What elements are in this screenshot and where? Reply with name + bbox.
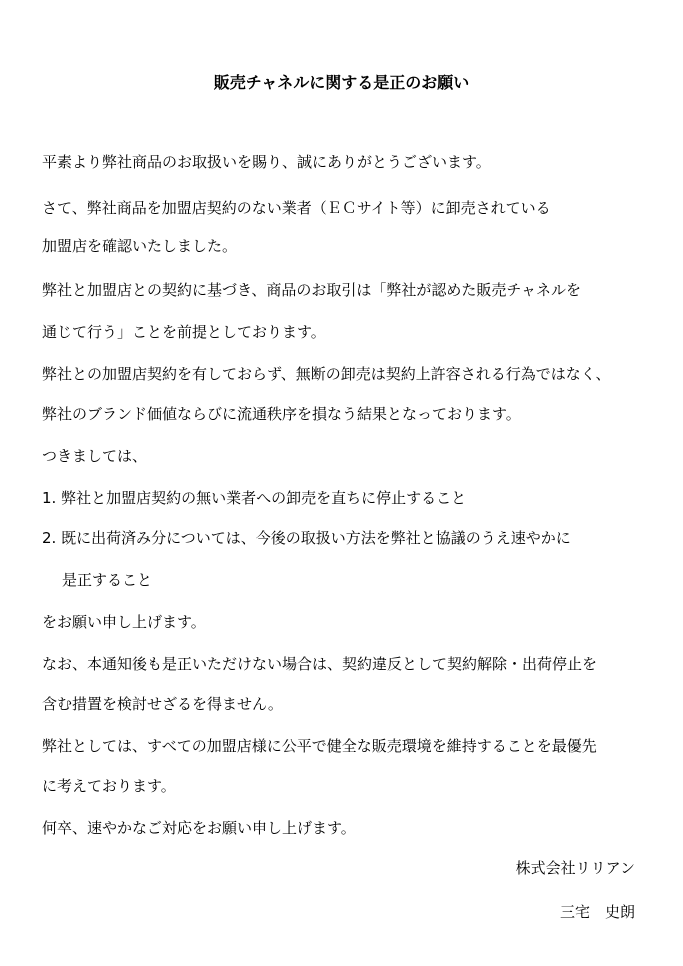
body-line-14: 含む措置を検討せざるを得ません。 [42, 695, 283, 713]
signature-name: 三宅 史朗 [559, 903, 635, 921]
list-item-2: 2. 既に出荷済み分については、今後の取扱い方法を弊社と協議のうえ速やかに [42, 529, 571, 547]
document-title: 販売チャネルに関する是正のお願い [213, 73, 470, 92]
list-item-1: 1. 弊社と加盟店契約の無い業者への卸売を直ちに停止すること [42, 489, 467, 507]
signature-company: 株式会社リリアン [515, 859, 635, 877]
body-line-6: 弊社との加盟店契約を有しておらず、無断の卸売は契約上許容される行為ではなく、 [42, 365, 611, 383]
body-line-4: 弊社と加盟店との契約に基づき、商品のお取引は「弊社が認めた販売チャネルを [42, 281, 581, 299]
body-line-17: 何卒、速やかなご対応をお願い申し上げます。 [42, 819, 356, 837]
body-line-15: 弊社としては、すべての加盟店様に公平で健全な販売環境を維持することを最優先 [42, 737, 597, 755]
body-line-1: 平素より弊社商品のお取扱いを賜り、誠にありがとうございます。 [42, 153, 491, 171]
body-line-3: 加盟店を確認いたしました。 [42, 237, 238, 255]
body-line-16: に考えております。 [42, 777, 176, 795]
body-line-5: 通じて行う」ことを前提としております。 [42, 323, 326, 341]
body-line-8: つきましては、 [42, 447, 148, 465]
body-line-12: をお願い申し上げます。 [42, 613, 206, 631]
body-line-13: なお、本通知後も是正いただけない場合は、契約違反として契約解除・出荷停止を [42, 655, 598, 673]
list-item-2-continued: 是正すること [62, 571, 153, 589]
body-line-2: さて、弊社商品を加盟店契約のない業者（ＥＣサイト等）に卸売されている [42, 199, 551, 217]
body-line-7: 弊社のブランド価値ならびに流通秩序を損なう結果となっております。 [42, 405, 521, 423]
